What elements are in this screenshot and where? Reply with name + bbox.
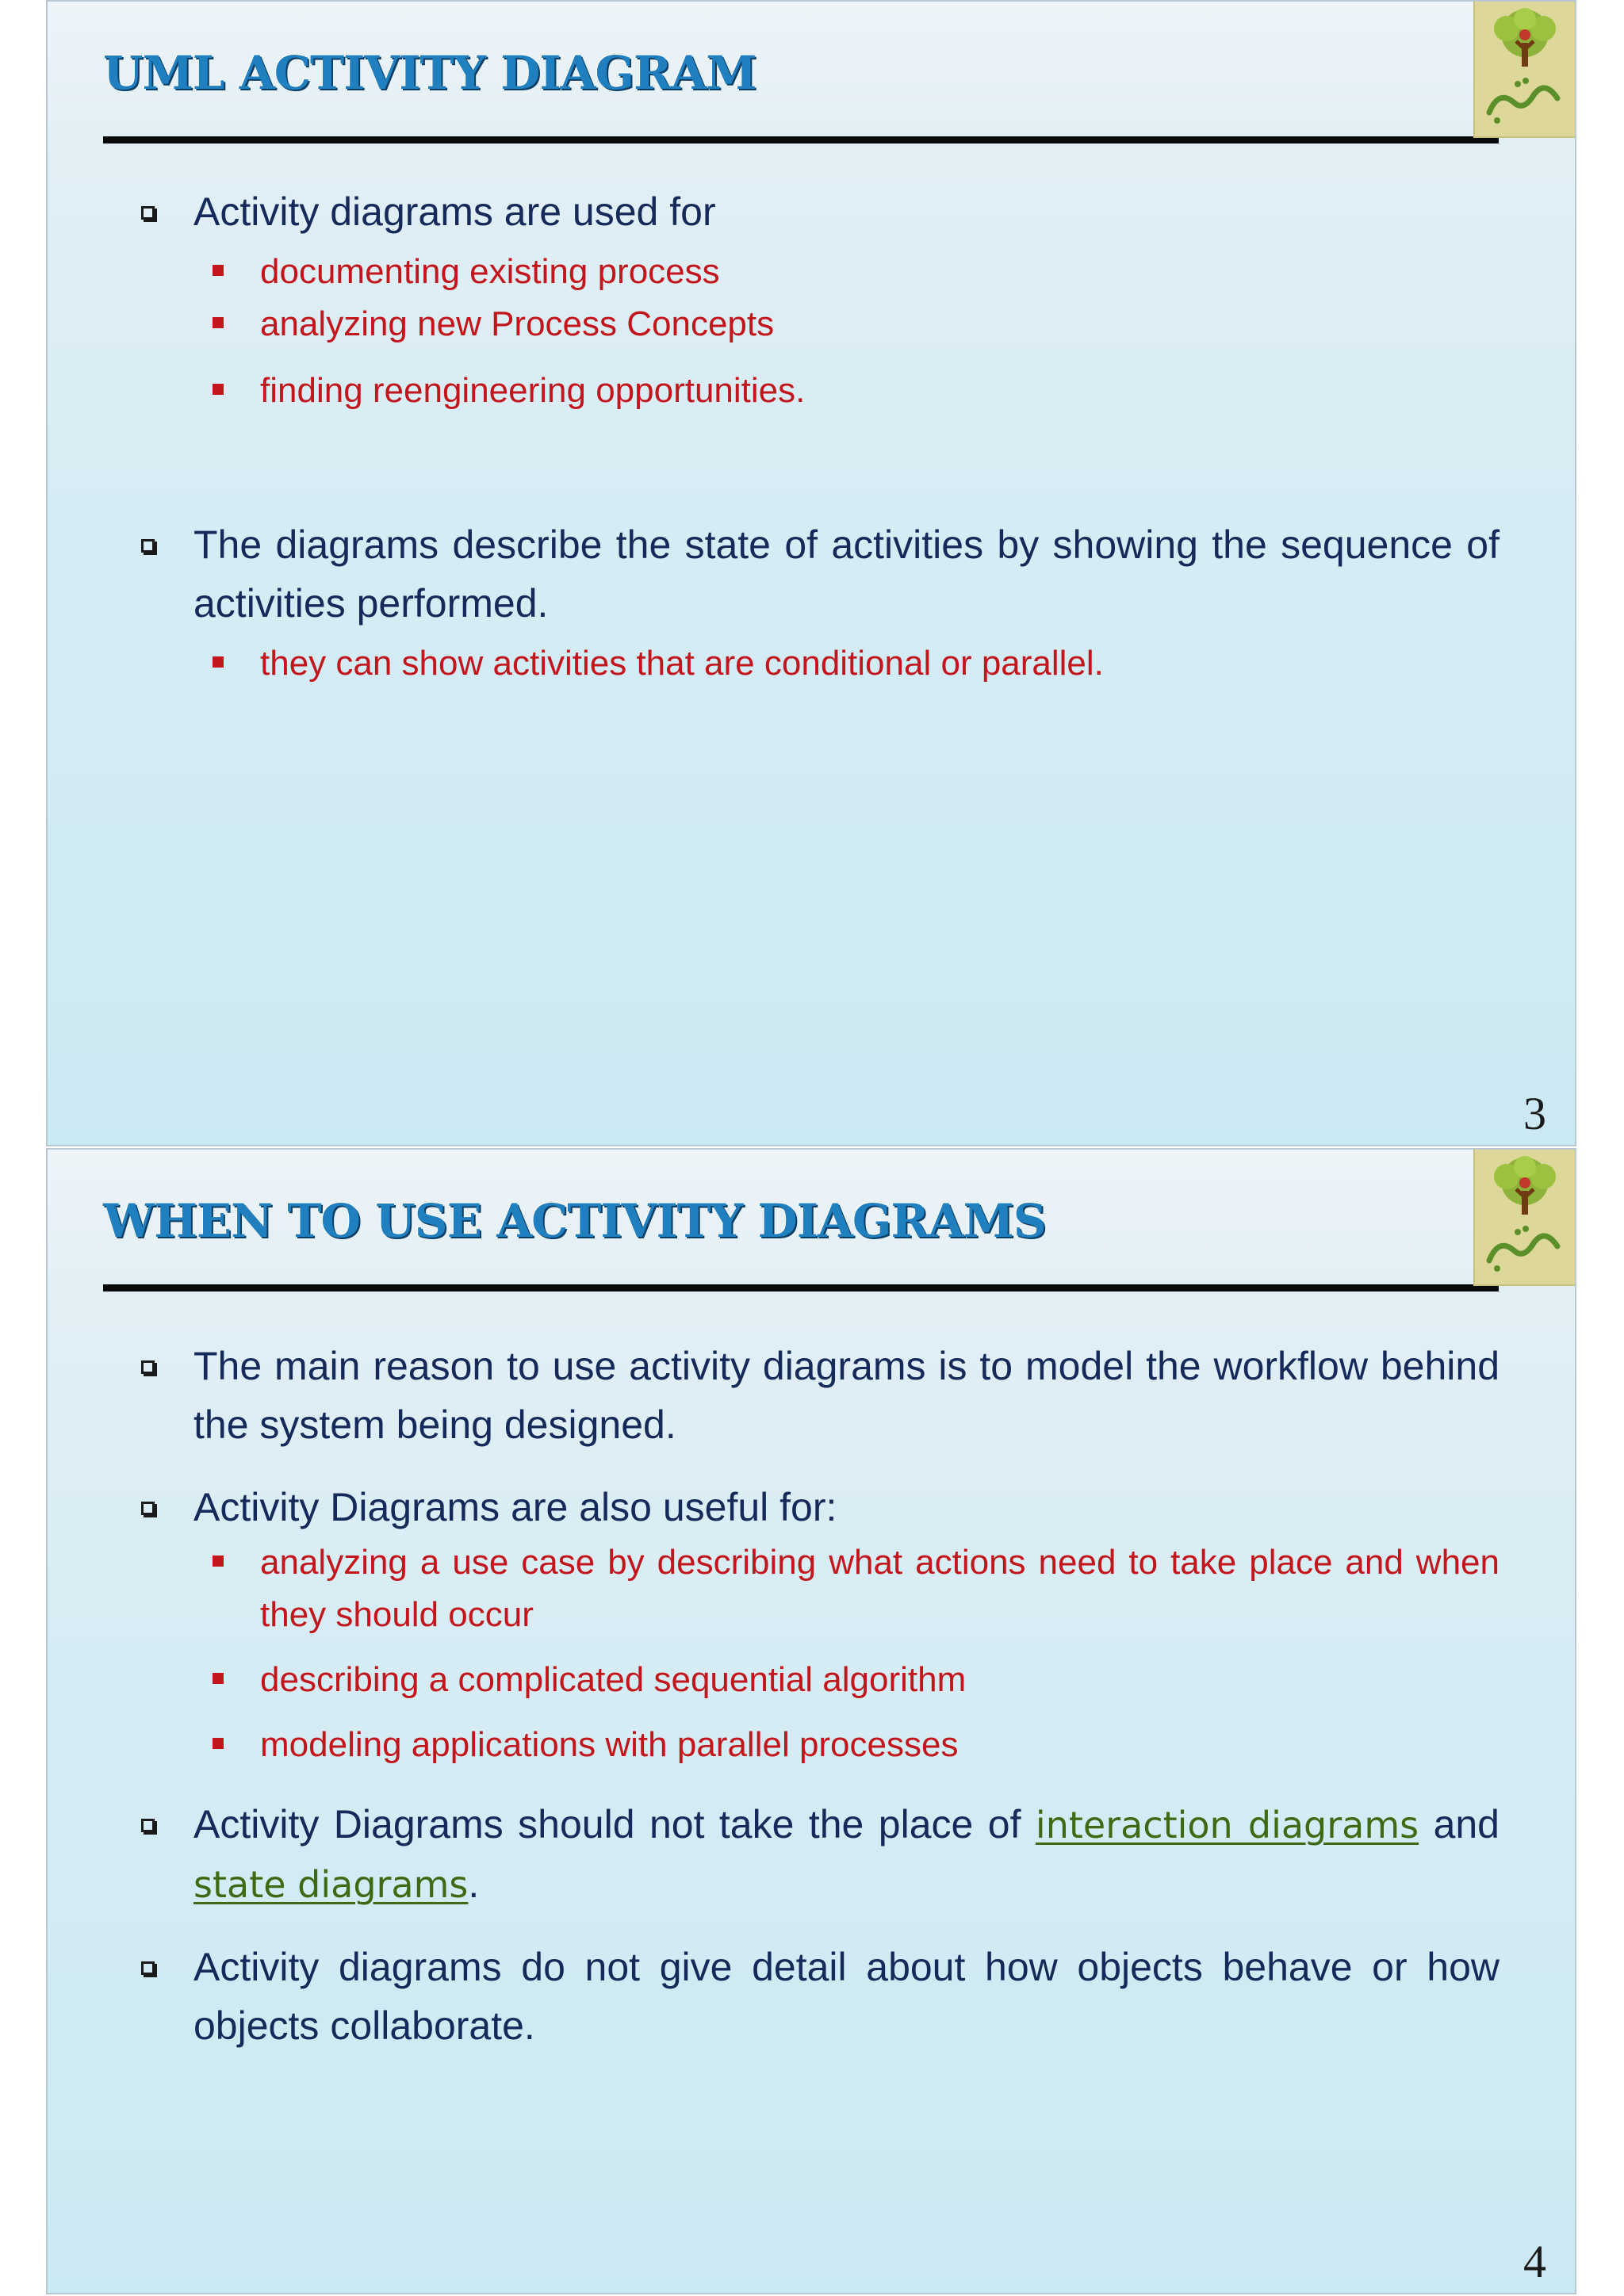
tree-logo-icon [1475,2,1575,136]
square-bullet-icon [213,265,224,276]
bullet-item: Activity diagrams do not give detail about how objects behave or how objects collaborate. [135,1938,1500,2055]
square-bullet-icon [213,656,224,668]
slide-title: UML ACTIVITY DIAGRAM [103,46,756,100]
bullet-item: Activity Diagrams should not take the place of interaction diagrams and state diagrams. [135,1795,1500,1914]
slide-body [135,1337,1500,2055]
bullet-item: Activity diagrams are used for [135,182,1500,241]
checkbox-bullet-icon [141,539,155,553]
square-bullet-icon [213,384,224,395]
interaction-diagrams-link[interactable]: interaction diagrams [1035,1804,1419,1846]
square-bullet-icon [213,1738,224,1749]
sub-bullet-item: analyzing new Process Concepts [135,298,1500,350]
organization-logo [1473,1150,1575,1286]
bullet-item: The main reason to use activity diagrams is to model the workflow behind the system being designed. [135,1337,1500,1454]
sub-bullet-item: modeling applications with parallel processes [135,1719,1500,1771]
checkbox-bullet-icon [141,1961,155,1975]
checkbox-bullet-icon [141,206,155,220]
slide-4 [46,1148,1576,2294]
slide-3 [46,0,1576,1146]
square-bullet-icon [213,1673,224,1684]
square-bullet-icon [213,317,224,328]
title-divider [103,1284,1499,1292]
page-number: 3 [1523,1088,1546,1139]
slide-title: WHEN TO USE ACTIVITY DIAGRAMS [103,1194,1046,1248]
slide-body [135,182,1500,690]
sub-bullet-item: they can show activities that are conditional or parallel. [135,637,1500,690]
checkbox-bullet-icon [141,1360,155,1374]
page-number: 4 [1523,2236,1546,2287]
checkbox-bullet-icon [141,1819,155,1832]
sub-bullet-item: finding reengineering opportunities. [135,365,1500,417]
state-diagrams-link[interactable]: state diagrams [193,1863,469,1906]
organization-logo [1473,2,1575,138]
title-divider [103,136,1499,144]
sub-bullet-item: analyzing a use case by describing what actions need to take place and when they should occur [135,1536,1500,1641]
sub-bullet-item: documenting existing process [135,246,1500,298]
sub-bullet-item: describing a complicated sequential algorithm [135,1654,1500,1706]
tree-logo-icon [1475,1150,1575,1284]
bullet-item: Activity Diagrams are also useful for: [135,1478,1500,1536]
checkbox-bullet-icon [141,1502,155,1515]
square-bullet-icon [213,1556,224,1567]
bullet-item: The diagrams describe the state of activities by showing the sequence of activities performed. [135,515,1500,633]
